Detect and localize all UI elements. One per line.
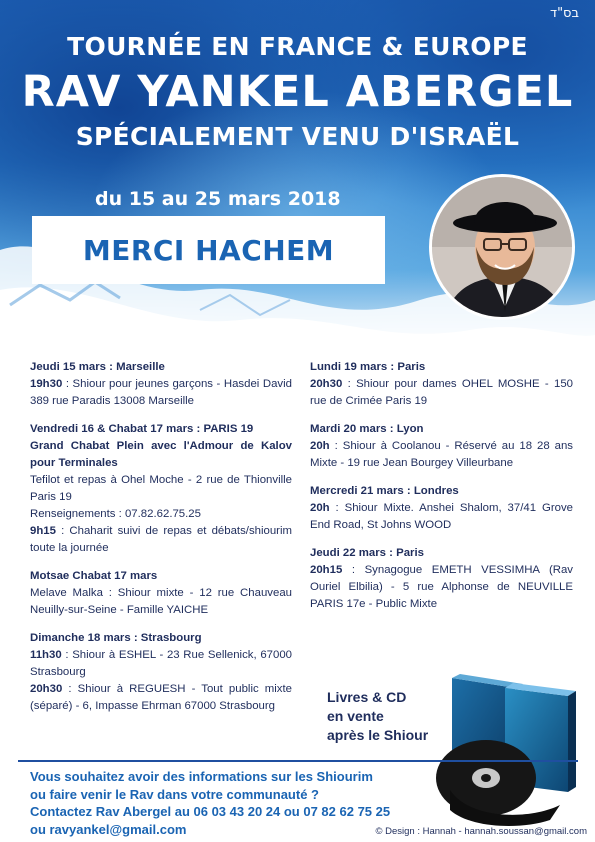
schedule-left-column bbox=[30, 359, 292, 726]
merci-banner bbox=[32, 216, 385, 284]
event-lyon bbox=[310, 421, 573, 472]
event-marseille bbox=[30, 359, 292, 410]
event-heading: Motsae Chabat 17 mars bbox=[30, 570, 158, 582]
event-time: 20h15 bbox=[310, 564, 343, 576]
books-cd-image bbox=[430, 670, 595, 830]
rabbi-portrait bbox=[429, 174, 575, 320]
books-line: en vente bbox=[327, 708, 384, 724]
tour-dates: du 15 au 25 mars 2018 bbox=[95, 188, 341, 210]
event-text: : Shiour Mixte. Anshei Shalom, 37/41 Grove End Road, St Johns WOOD bbox=[310, 502, 573, 531]
event-time: 11h30 bbox=[30, 649, 62, 661]
event-paris-jeudi bbox=[310, 545, 573, 613]
contact-line: ou faire venir le Rav dans votre communauté ? bbox=[30, 786, 319, 802]
schedule-right-column bbox=[310, 359, 573, 624]
title-rabbi-name: RAV YANKEL ABERGEL bbox=[21, 67, 574, 117]
event-text: : Shiour à ESHEL - 23 Rue Sellenick, 67000 Strasbourg bbox=[30, 649, 292, 678]
event-paris-chabat bbox=[30, 421, 292, 557]
event-heading: Jeudi 22 mars : Paris bbox=[310, 547, 424, 559]
event-heading: Mercredi 21 mars : Londres bbox=[310, 485, 459, 497]
event-detail bbox=[310, 440, 573, 469]
event-text: Melave Malka : Shiour mixte - 12 rue Chauveau Neuilly-sur-Seine - Famille YAICHE bbox=[30, 587, 292, 616]
books-line: après le Shiour bbox=[327, 727, 429, 743]
contact-line: Vous souhaitez avoir des informations sur les Shiourim bbox=[30, 769, 373, 784]
event-text: Tefilot et repas à Ohel Moche - 2 rue de Thionville Paris 19 bbox=[30, 474, 292, 503]
event-paris-lundi bbox=[310, 359, 573, 410]
event-detail bbox=[30, 378, 292, 407]
event-detail bbox=[310, 564, 573, 610]
title-subtitle: SPÉCIALEMENT VENU D'ISRAËL bbox=[75, 122, 520, 151]
event-detail bbox=[30, 647, 292, 681]
event-text: : Shiour à REGUESH - Tout public mixte (séparé) - 6, Impasse Ehrman 67000 Strasbourg bbox=[30, 683, 292, 712]
event-text: : Synagogue EMETH VESSIMHA (Rav Ouriel Elbilia) - 5 rue Alphonse de NEUVILLE PARIS 17e - Public Mixte bbox=[310, 564, 573, 610]
footer-divider bbox=[18, 760, 578, 762]
event-text: : Shiour à Coolanou - Réservé au 18 28 ans Mixte - 19 rue Jean Bourgey Villeurbane bbox=[310, 440, 573, 469]
event-time: 20h30 bbox=[310, 378, 343, 390]
merci-text: MERCI HACHEM bbox=[82, 233, 335, 267]
design-credit: © Design : Hannah - hannah.soussan@gmail.com bbox=[375, 826, 587, 837]
event-heading: Mardi 20 mars : Lyon bbox=[310, 423, 424, 435]
event-londres bbox=[310, 483, 573, 534]
event-time: 9h15 bbox=[30, 525, 56, 537]
event-text: : Shiour pour dames OHEL MOSHE - 150 rue de Crimée Paris 19 bbox=[310, 378, 573, 407]
bsd-mark: בס"ד bbox=[549, 6, 579, 21]
title-tour: TOURNÉE EN FRANCE & EUROPE bbox=[67, 32, 528, 61]
event-motsae-chabat bbox=[30, 568, 292, 619]
event-phone: Renseignements : 07.82.62.75.25 bbox=[30, 508, 201, 520]
event-detail bbox=[310, 378, 573, 407]
books-line: Livres & CD bbox=[327, 689, 407, 705]
event-detail bbox=[310, 502, 573, 531]
contact-email: ou ravyankel@gmail.com bbox=[30, 821, 187, 837]
event-time: 20h bbox=[310, 502, 330, 514]
event-detail bbox=[30, 683, 292, 712]
event-heading: Vendredi 16 & Chabat 17 mars : PARIS 19 bbox=[30, 423, 254, 435]
event-heading: Jeudi 15 mars : Marseille bbox=[30, 361, 165, 373]
contact-info bbox=[30, 768, 390, 838]
contact-line: Contactez Rav Abergel au 06 03 43 20 24 ou 07 82 62 75 25 bbox=[30, 804, 391, 819]
event-subheading: Grand Chabat Plein avec l'Admour de Kalov pour Terminales bbox=[30, 440, 292, 469]
portrait-illustration bbox=[432, 177, 575, 320]
event-text: : Shiour pour jeunes garçons - Hasdei David 389 rue Paradis 13008 Marseille bbox=[30, 378, 292, 407]
event-time: 20h30 bbox=[30, 683, 63, 695]
event-heading: Dimanche 18 mars : Strasbourg bbox=[30, 632, 202, 644]
event-heading: Lundi 19 mars : Paris bbox=[310, 361, 426, 373]
books-promo-text bbox=[327, 688, 428, 745]
event-strasbourg bbox=[30, 630, 292, 715]
event-detail bbox=[30, 525, 292, 554]
event-time: 20h bbox=[310, 440, 330, 452]
event-time: 19h30 bbox=[30, 378, 63, 390]
event-text: : Chaharit suivi de repas et débats/shiourim toute la journée bbox=[30, 525, 292, 554]
